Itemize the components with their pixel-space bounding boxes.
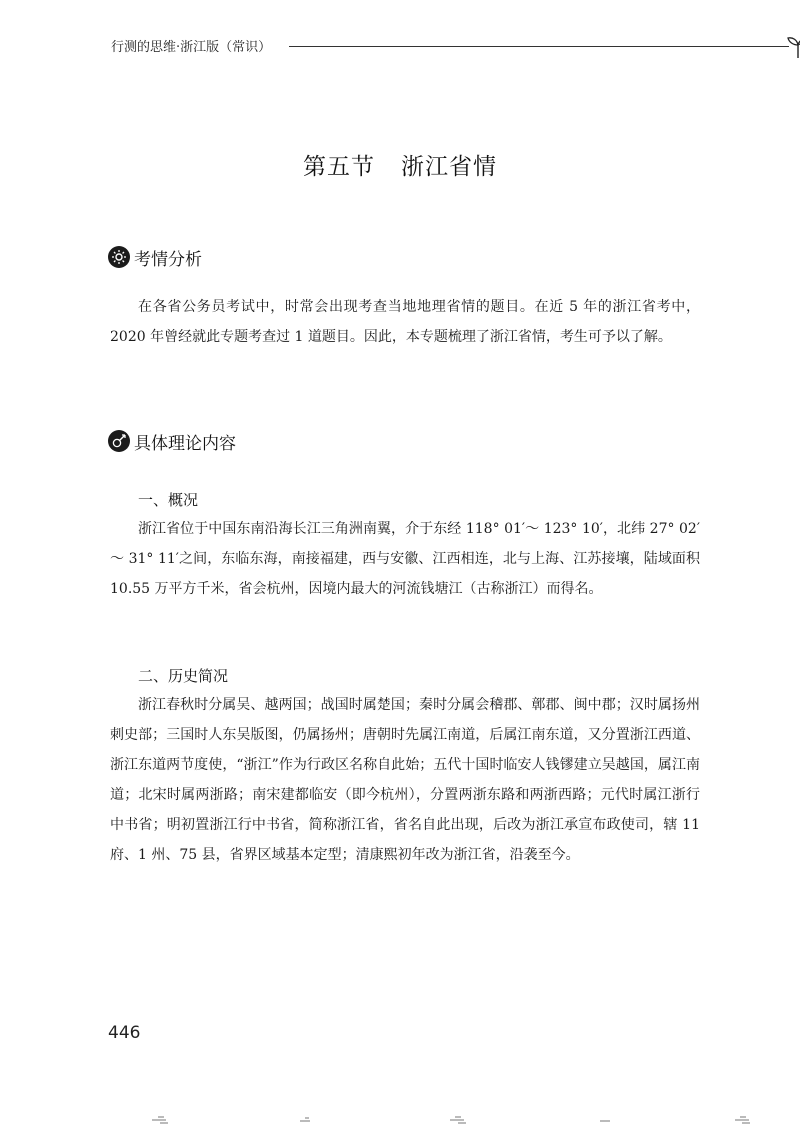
section-title [0,148,800,181]
theory-heading [108,429,236,453]
subsection-heading: 一、概况 [138,491,199,509]
overview-paragraph: 浙江省位于中国东南沿海长江三角洲南翼，介于东经 118° 01′～ 123° 10′，北纬 27° 02′～ 31° 11′之间，东临东海，南接福建，西与安徽、江西相连，北与上海、江苏接壤，陆域面积 10.55 万平方千米，省会杭州，因境内最大的河流钱塘江（古称浙江）而得名。 [110,521,700,597]
section-number: 第五节 [303,154,375,180]
scan-artifacts [0,1112,800,1126]
sun-icon [108,246,130,268]
section-name: 浙江省情 [401,154,497,180]
subsection-heading: 二、历史简况 [138,667,229,685]
analysis-heading [108,245,202,269]
sprout-icon [785,34,800,60]
analysis-paragraph: 在各省公务员考试中，时常会出现考查当地地理省情的题目。在近 5 年的浙江省考中，2020 年曾经就此专题考查过 1 道题目。因此，本专题梳理了浙江省情，考生可予以了解。 [110,299,700,345]
running-header [111,34,711,58]
page-number: 446 [108,1023,141,1043]
header-rule [289,46,789,47]
running-header-title: 行测的思维·浙江版（常识） [111,40,272,55]
analysis-heading-text: 考情分析 [134,249,202,270]
pencil-icon [108,430,130,452]
history-paragraph: 浙江春秋时分属吴、越两国；战国时属楚国；秦时分属会稽郡、鄣郡、闽中郡；汉时属扬州刺史部；三国时人东吴版图，仍属扬州；唐朝时先属江南道，后属江南东道，又分置浙江西道、浙江东道两节度使，“浙江”作为行政区名称自此始；五代十国时临安人钱镠建立吴越国，属江南道；北宋时属两浙路；南宋建都临安（即今杭州），分置两浙东路和两浙西路；元代时属江浙行中书省；明初置浙江行中书省，简称浙江省，省名自此出现，后改为浙江承宣布政使司，辖 11 府、1 州、75 县，省界区域基本定型；清康熙初年改为浙江省，沿袭至今。 [110,697,700,863]
theory-heading-text: 具体理论内容 [134,433,236,454]
